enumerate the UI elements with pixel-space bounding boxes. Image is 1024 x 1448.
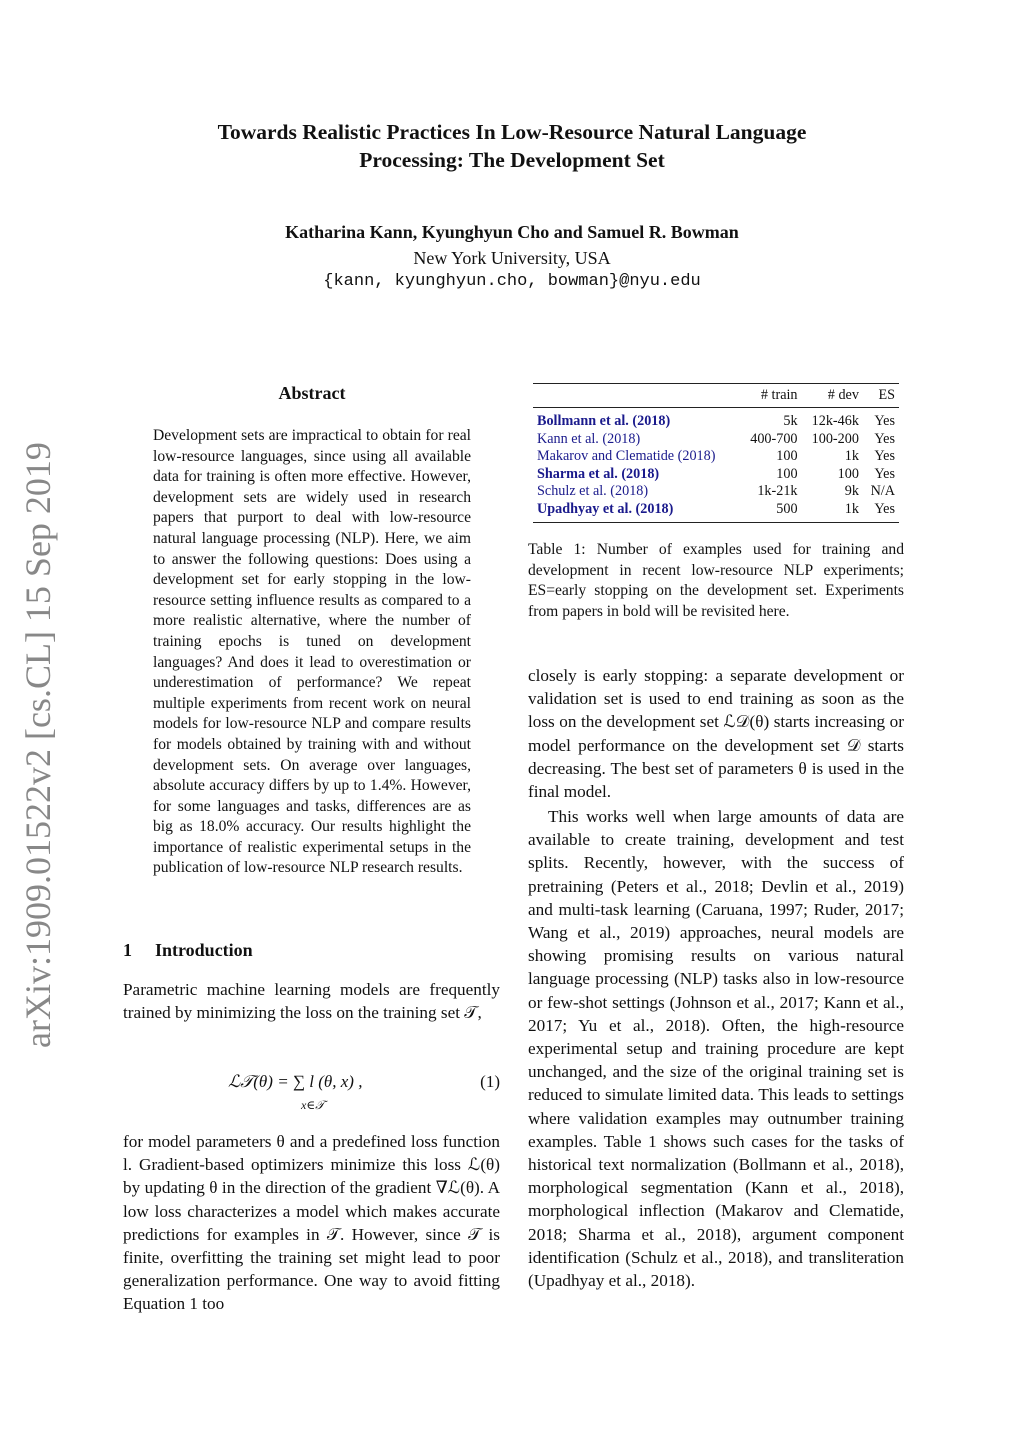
table-cell: 400-700 (750, 430, 798, 447)
equation-1 (123, 1066, 500, 1118)
table-cell: 500 (776, 500, 798, 517)
section-number: 1 (123, 940, 132, 960)
section-heading (123, 940, 503, 961)
table-cell: 100 (776, 465, 798, 482)
intro-paragraph-2: for model parameters θ and a predefined loss function l. Gradient-based optimizers minimize this loss ℒ(θ) by updating θ in the direction of the gradient ∇ℒ(θ). A low loss characterizes a model which makes accurate predictions for examples in 𝒯. However, since 𝒯 is finite, overfitting the training set might lead to poor generalization performance. One way to avoid fitting Equation 1 too (123, 1132, 500, 1314)
table-header-row (533, 384, 899, 408)
table-cell: Yes (874, 413, 895, 429)
citation-link[interactable]: Sharma et al. (2018) (537, 465, 660, 482)
table-cell: 100 (776, 448, 798, 465)
table-cell: 1k (844, 448, 859, 465)
citation-link[interactable]: Upadhyay et al. (2018) (537, 500, 674, 517)
table-cell: 1k (844, 500, 859, 517)
body-paragraph-related-work: This works well when large amounts of data are available to create training, development and test splits. Recently, however, with the success of pretraining (Peters et al., 2018; Devlin et al., 2019) and multi-task learning (Caruana, 1997; Ruder, 2017; Wang et al., 2019) approaches, neural models are showing promising results on various natural language processing (NLP) tasks also in low-resource or few-shot settings (Johnson et al., 2017; Kann et al., 2017; Yu et al., 2018). Often, the high-resource experimental setup and training procedure are kept unchanged, and the size of the original training set is reduced to simulate limited data. This leads to settings where validation examples may outnumber training examples. Table 1 shows such cases for the tasks of historical text normalization (Bollmann et al., 2018), morphological segmentation (Kann et al., 2018), morphological inflection (Makarov and Clematide, 2018; Sharma et al., 2018), argument component identification (Schulz et al., 2018), and transliteration (Upadhyay et al., 2018). (528, 807, 904, 1291)
section-title: Introduction (155, 940, 253, 960)
abstract-text: Development sets are impractical to obtain for real low-resource languages, since using all available data for training is often more effective. However, development sets are widely used in research papers that purport to deal with low-resource natural language processing (NLP). Here, we aim to answer the following questions: Does using a development set for early stopping in the low-resource setting influence results as compared to a more realistic alternative, where the number of training epochs is tuned on development languages? And does it lead to overestimation or underestimation of performance? We repeat multiple experiments from recent work on neural models for low-resource NLP and compare results for models obtained by training with and without development sets. On average over languages, absolute accuracy differs by up to 1.4%. However, for some languages and tasks, differences are as big as 18.0% accuracy. Our results highlight the importance of realistic experimental setups in the publication of low-resource NLP research results. (153, 427, 471, 877)
arxiv-stamp: arXiv:1909.01522v2 [cs.CL] 15 Sep 2019 (18, 442, 58, 1048)
email-addresses[interactable]: {kann, kyunghyun.cho, bowman}@nyu.edu (323, 272, 701, 291)
citation-link[interactable]: Bollmann et al. (2018) (537, 413, 671, 429)
table-row (533, 408, 899, 431)
table-header-cell (533, 384, 740, 408)
affiliation: New York University, USA (413, 248, 611, 268)
table-row (533, 501, 899, 522)
table-header-cell: # train (760, 387, 798, 403)
results-table (533, 383, 899, 523)
table-row (533, 431, 899, 449)
table-cell: 100-200 (811, 430, 859, 447)
table-cell: Yes (874, 465, 895, 482)
table-cell: 5k (783, 413, 798, 429)
table-row (533, 483, 899, 501)
title-line-1: Towards Realistic Practices In Low-Resource Natural Language (217, 120, 807, 144)
table-caption: Table 1: Number of examples used for training and development in recent low-resource NLP experiments; ES=early stopping on the development set. Experiments from papers in bold will be revisited here. (528, 541, 904, 620)
body-paragraph-early-stopping: closely is early stopping: a separate development or validation set is used to end training as soon as the loss on the development set ℒ𝒟(θ) starts increasing or model performance on the development set 𝒟 starts decreasing. The best set of parameters θ is used in the final model. (528, 666, 904, 802)
authors: Katharina Kann, Kyunghyun Cho and Samuel R. Bowman (285, 222, 739, 242)
table-cell: 1k-21k (757, 483, 798, 500)
table-cell: 9k (844, 483, 859, 500)
table-header-cell: ES (878, 387, 895, 403)
table-cell: 12k-46k (811, 413, 859, 429)
intro-paragraph-1: Parametric machine learning models are frequently trained by minimizing the loss on the training set 𝒯, (123, 980, 500, 1023)
table-row (533, 466, 899, 484)
table-cell: N/A (870, 483, 895, 500)
citation-link[interactable]: Kann et al. (2018) (537, 430, 641, 447)
equation-number: (1) (480, 1072, 500, 1091)
citation-link[interactable]: Schulz et al. (2018) (537, 483, 649, 500)
table-cell: Yes (874, 430, 895, 447)
table-row (533, 448, 899, 466)
table-cell: Yes (874, 500, 895, 517)
table-cell: Yes (874, 448, 895, 465)
equation-body: ℒ𝒯(θ) = ∑ l (θ, x) , (228, 1072, 363, 1091)
equation-subscript: x∈𝒯 (301, 1098, 325, 1112)
citation-link[interactable]: Makarov and Clematide (2018) (537, 448, 716, 465)
abstract-heading: Abstract (278, 383, 346, 403)
title-line-2: Processing: The Development Set (359, 148, 665, 172)
paper-title (0, 118, 1024, 174)
table-header-cell: # dev (827, 387, 859, 403)
table-cell: 100 (837, 465, 859, 482)
